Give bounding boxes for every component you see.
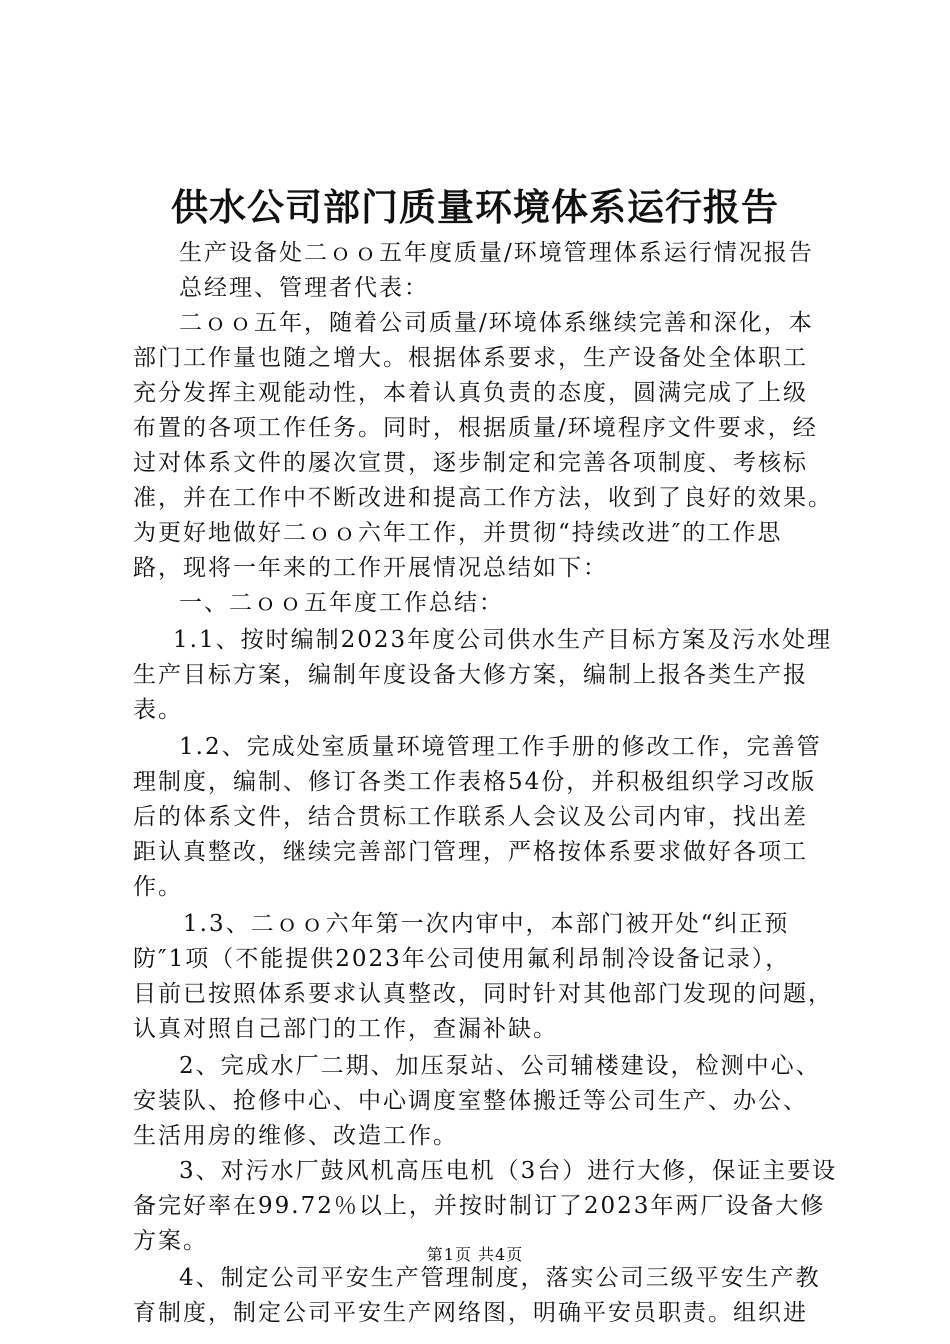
paragraph-line: 生活用房的维修、改造工作。 xyxy=(133,1123,458,1149)
paragraph-line: 1.1、按时编制2023年度公司供水生产目标方案及污水处理 xyxy=(173,627,833,653)
paragraph-line: 生产设备处二ｏｏ五年度质量/环境管理体系运行情况报告 xyxy=(179,240,814,266)
paragraph-line: 二ｏｏ五年，随着公司质量/环境体系继续完善和深化，本 xyxy=(179,310,814,336)
section-heading: 一、二ｏｏ五年度工作总结： xyxy=(179,590,504,616)
paragraph-line: 路，现将一年来的工作开展情况总结如下： xyxy=(133,555,608,581)
paragraph-line: 后的体系文件，结合贯标工作联系人会议及公司内审，找出差 xyxy=(133,804,808,830)
paragraph-line: 充分发挥主观能动性，本着认真负责的态度，圆满完成了上级 xyxy=(133,380,808,406)
paragraph-line: 生产目标方案，编制年度设备大修方案，编制上报各类生产报 xyxy=(133,662,808,688)
paragraph-line: 方案。 xyxy=(133,1228,208,1254)
paragraph-line: 作。 xyxy=(133,874,183,900)
paragraph-line: 准，并在工作中不断改进和提高工作方法，收到了良好的效果。 xyxy=(133,485,833,511)
paragraph-line: 部门工作量也随之增大。根据体系要求，生产设备处全体职工 xyxy=(133,345,808,371)
paragraph-line: 布置的各项工作任务。同时，根据质量/环境程序文件要求，经 xyxy=(133,415,818,441)
paragraph-line: 4、制定公司平安生产管理制度，落实公司三级平安生产教 xyxy=(179,1265,821,1291)
paragraph-line: 目前已按照体系要求认真整改，同时针对其他部门发现的问题， xyxy=(133,981,833,1007)
paragraph-line: 育制度，制定公司平安生产网络图，明确平安员职责。组织进 xyxy=(133,1300,808,1326)
document-title: 供水公司部门质量环境体系运行报告 xyxy=(171,185,779,229)
paragraph-line: 认真对照自己部门的工作，查漏补缺。 xyxy=(133,1016,558,1042)
paragraph-line: 安装队、抢修中心、中心调度室整体搬迁等公司生产、办公、 xyxy=(133,1088,808,1114)
paragraph-line: 理制度，编制、修订各类工作表格54份，并积极组织学习改版 xyxy=(133,769,817,795)
paragraph-line: 3、对污水厂鼓风机高压电机（3台）进行大修，保证主要设 xyxy=(179,1158,838,1184)
paragraph-line: 1.2、完成处室质量环境管理工作手册的修改工作，完善管 xyxy=(179,734,822,760)
paragraph-line: 距认真整改，继续完善部门管理，严格按体系要求做好各项工 xyxy=(133,839,808,865)
paragraph-line: 表。 xyxy=(133,697,183,723)
paragraph-line: 为更好地做好二ｏｏ六年工作，并贯彻“持续改进″的工作思 xyxy=(133,520,783,546)
paragraph-line: 防″1项（不能提供2023年公司使用氟利昂制冷设备记录）， xyxy=(133,946,791,972)
page-footer: 第1页 共4页 xyxy=(426,1245,524,1264)
paragraph-line: 总经理、管理者代表： xyxy=(179,275,429,301)
paragraph-line: 备完好率在99.72％以上，并按时制订了2023年两厂设备大修 xyxy=(133,1193,826,1219)
document-body xyxy=(133,236,838,1331)
paragraph-line: 2、完成水厂二期、加压泵站、公司辅楼建设，检测中心、 xyxy=(179,1053,821,1079)
paragraph-line: 1.3、二ｏｏ六年第一次内审中，本部门被开处“纠正预 xyxy=(183,911,790,937)
paragraph-line: 过对体系文件的屡次宣贯，逐步制定和完善各项制度、考核标 xyxy=(133,450,808,476)
